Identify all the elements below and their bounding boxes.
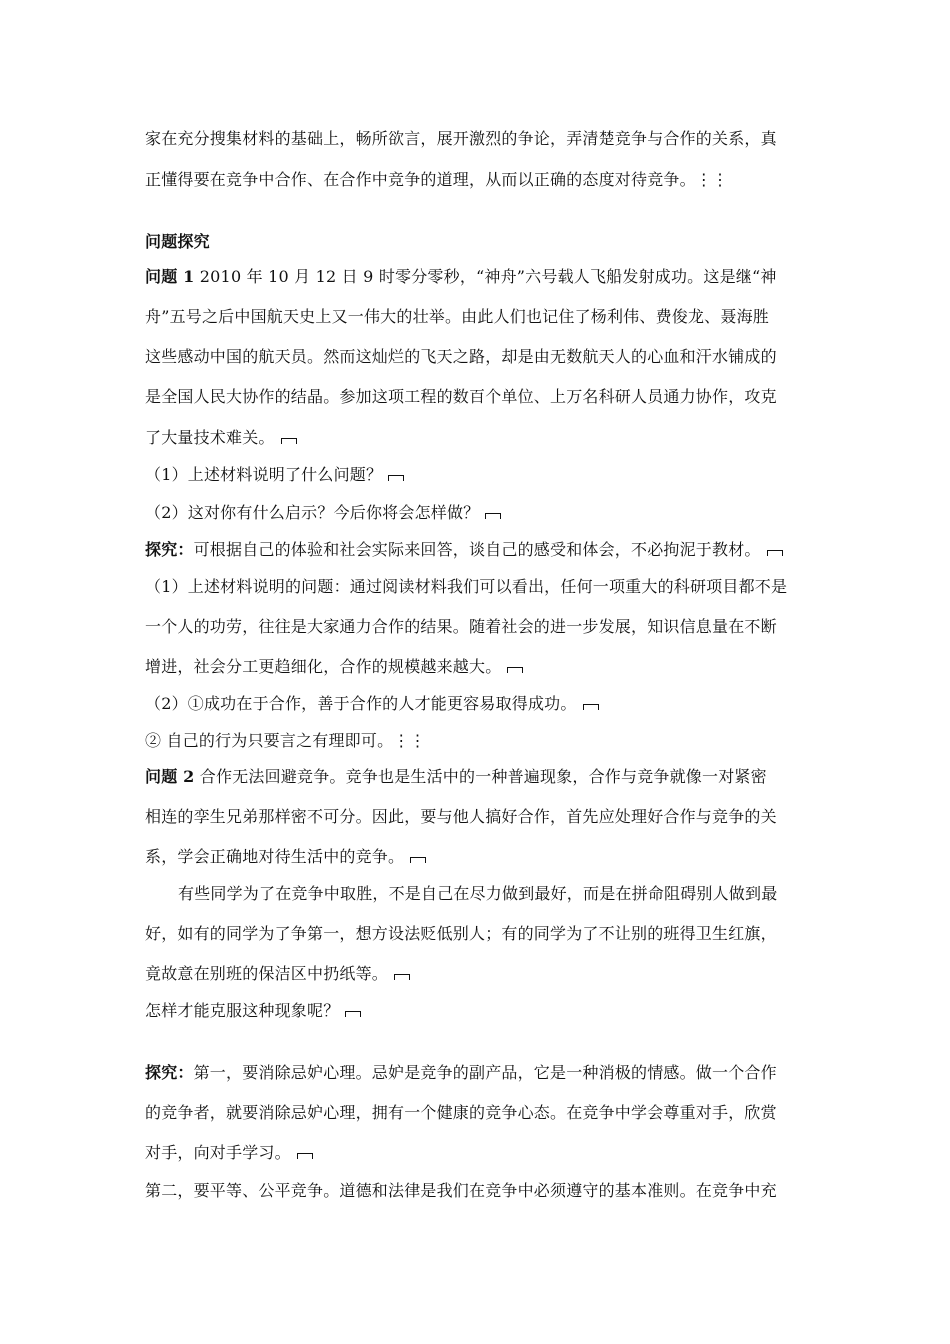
- a2-line-2: 的竞争者，就要消除忌妒心理，拥有一个健康的竞争心态。在竞争中学会尊重对手，欣赏: [145, 1103, 777, 1122]
- a1-p1-line-3: 增进，社会分工更趋细化，合作的规模越来越大。: [145, 657, 810, 677]
- q1-sub-1: （1）上述材料说明了什么问题？: [145, 465, 810, 485]
- q2-line-2: 相连的孪生兄弟那样密不可分。因此，要与他人搞好合作，首先应处理好合作与竞争的关: [145, 807, 777, 826]
- intro-line-1: 家在充分搜集材料的基础上，畅所欲言，展开激烈的争论，弄清楚竞争与合作的关系，真: [145, 129, 777, 148]
- q1-line-1: 问题 1 2010 年 10 月 12 日 9 时零分零秒，“神舟”六号载人飞船发射成功。这是继“神: [145, 267, 777, 286]
- a2-line-3: 对手，向对手学习。: [145, 1143, 810, 1163]
- a1-p1-line-1: （1）上述材料说明的问题：通过阅读材料我们可以看出，任何一项重大的科研项目都不是: [145, 577, 788, 596]
- q1-label: 问题 1: [145, 267, 195, 286]
- a1-line-1: 探究：可根据自己的体验和社会实际来回答，谈自己的感受和体会，不必拘泥于教材。: [145, 540, 810, 560]
- q2-line-3: 系，学会正确地对待生活中的竞争。: [145, 847, 810, 867]
- paragraph-mark-icon: [410, 857, 426, 863]
- paragraph-mark-icon: [507, 667, 523, 673]
- q1-sub-2: （2）这对你有什么启示？今后你将会怎样做？: [145, 503, 810, 523]
- q2-ask: 怎样才能克服这种现象呢？: [145, 1001, 810, 1021]
- q1-line-2: 舟”五号之后中国航天史上又一伟大的壮举。由此人们也记住了杨利伟、费俊龙、聂海胜: [145, 307, 769, 326]
- q2-para-line-3: 竟故意在别班的保洁区中扔纸等。: [145, 964, 810, 984]
- a2-line-4: 第二，要平等、公平竞争。道德和法律是我们在竞争中必须遵守的基本准则。在竞争中充: [145, 1181, 777, 1200]
- paragraph-mark-icon: [345, 1011, 361, 1017]
- q2-label: 问题 2: [145, 767, 195, 786]
- q1-line-3: 这些感动中国的航天员。然而这灿烂的飞天之路，却是由无数航天人的心血和汗水铺成的: [145, 347, 777, 366]
- a1-p2-line-1: （2）①成功在于合作，善于合作的人才能更容易取得成功。: [145, 694, 810, 714]
- q1-line-5: 了大量技术难关。: [145, 428, 810, 448]
- q2-line-1: 问题 2 合作无法回避竞争。竞争也是生活中的一种普遍现象，合作与竞争就像一对紧密: [145, 767, 767, 786]
- paragraph-mark-icon: [297, 1153, 313, 1159]
- paragraph-mark-icon: [583, 704, 599, 710]
- paragraph-mark-icon: [767, 550, 783, 556]
- a2-line-1: 探究：第一，要消除忌妒心理。忌妒是竞争的副产品，它是一种消极的情感。做一个合作: [145, 1063, 777, 1082]
- intro-line-2: 正懂得要在竞争中合作、在合作中竞争的道理，从而以正确的态度对待竞争。⋮⋮: [145, 170, 729, 189]
- q2-para-line-1: 有些同学为了在竞争中取胜，不是自己在尽力做到最好，而是在拼命阻碍别人做到最: [178, 884, 778, 903]
- a1-label: 探究：: [145, 540, 194, 559]
- a2-label: 探究：: [145, 1063, 194, 1082]
- q1-line-4: 是全国人民大协作的结晶。参加这项工程的数百个单位、上万名科研人员通力协作，攻克: [145, 387, 777, 406]
- paragraph-mark-icon: [281, 438, 297, 444]
- paragraph-mark-icon: [485, 513, 501, 519]
- a1-p1-line-2: 一个人的功劳，往往是大家通力合作的结果。随着社会的进一步发展，知识信息量在不断: [145, 617, 777, 636]
- q2-para-line-2: 好，如有的同学为了争第一，想方设法贬低别人；有的同学为了不让别的班得卫生红旗，: [145, 924, 777, 943]
- paragraph-mark-icon: [388, 475, 404, 481]
- section-title: 问题探究: [145, 232, 210, 251]
- a1-p2-line-2: ② 自己的行为只要言之有理即可。⋮⋮: [145, 731, 426, 750]
- paragraph-mark-icon: [394, 974, 410, 980]
